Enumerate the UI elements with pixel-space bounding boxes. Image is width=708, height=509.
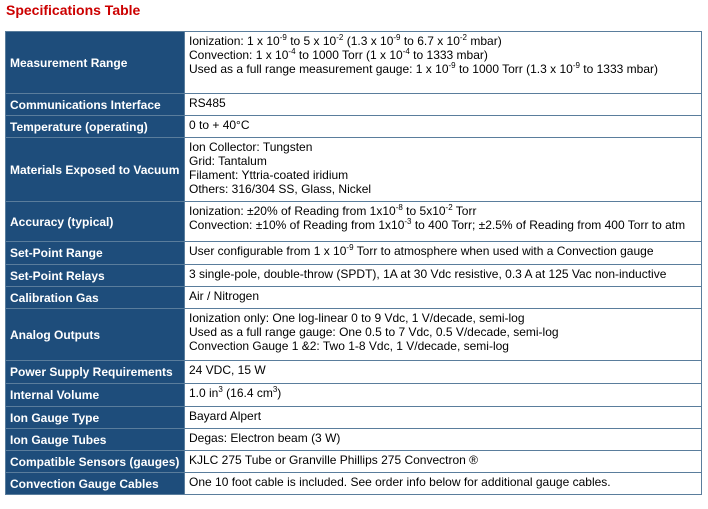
table-row bbox=[6, 384, 702, 407]
table-row bbox=[6, 138, 702, 202]
superscript: -9 bbox=[572, 61, 580, 70]
spec-label: Communications Interface bbox=[6, 94, 185, 116]
specifications-table bbox=[5, 31, 702, 495]
spec-label: Compatible Sensors (gauges) bbox=[6, 451, 185, 473]
spec-label: Ion Gauge Type bbox=[6, 407, 185, 429]
spec-value-line: Ionization: ±20% of Reading from $1x10^{-8}$ to $5x10^{-2}$ Torr bbox=[189, 203, 477, 218]
spec-value-line: 3 single-pole, double-throw (SPDT), 1A at 30 Vdc resistive, 0.3 A at 125 Vac non-inductive bbox=[189, 267, 667, 281]
table-row bbox=[6, 451, 702, 473]
spec-value-line: Convection Gauge 1 &2: Two 1-8 Vdc, 1 V/decade, semi-log bbox=[189, 339, 509, 353]
table-row bbox=[6, 32, 702, 94]
table-row bbox=[6, 361, 702, 384]
spec-value-line: 0 to + 40°C bbox=[189, 118, 250, 132]
superscript: -9 bbox=[279, 33, 287, 42]
spec-value-line: Ion Collector: Tungsten bbox=[189, 140, 313, 154]
spec-value-line: Convection: 1 x $10^{-4}$ to 1000 Torr (1 x $10^{-4}$ to 1333 mbar) bbox=[189, 47, 488, 62]
spec-value bbox=[185, 473, 702, 495]
spec-label: Power Supply Requirements bbox=[6, 361, 185, 384]
spec-value-line: Used as a full range measurement gauge: 1 x $10^{-9}$ to 1000 Torr (1.3 x $10^{-9}$ to 1333 mbar) bbox=[189, 61, 658, 76]
spec-value bbox=[185, 116, 702, 138]
spec-value-line: KJLC 275 Tube or Granville Phillips 275 Convectron ® bbox=[189, 453, 478, 467]
spec-value bbox=[185, 202, 702, 242]
spec-value-line: Convection: ±10% of Reading from $1x10^{-3}$ to 400 Torr; ±2.5% of Reading from 400 Torr to atm bbox=[189, 217, 686, 232]
spec-value bbox=[185, 32, 702, 94]
superscript: 3 bbox=[272, 385, 278, 394]
spec-label: Internal Volume bbox=[6, 384, 185, 407]
table-row bbox=[6, 309, 702, 361]
spec-value-line: 1.0 $in^3$ (16.4 $cm^3$) bbox=[189, 385, 282, 400]
spec-value-line: Ionization: 1 x $10^{-9}$ to 5 x $10^{-2}$ (1.3 x $10^{-9}$ to 6.7 x $10^{-2}$ mbar) bbox=[189, 33, 502, 48]
spec-value-line: Degas: Electron beam (3 W) bbox=[189, 431, 341, 445]
spec-value bbox=[185, 138, 702, 202]
spec-label: Analog Outputs bbox=[6, 309, 185, 361]
spec-value-line: Air / Nitrogen bbox=[189, 289, 260, 303]
superscript: 3 bbox=[218, 385, 223, 394]
superscript: -9 bbox=[448, 61, 456, 70]
spec-value-line: Grid: Tantalum bbox=[189, 154, 267, 168]
superscript: -8 bbox=[395, 203, 403, 212]
spec-label: Accuracy (typical) bbox=[6, 202, 185, 242]
spec-label: Convection Gauge Cables bbox=[6, 473, 185, 495]
spec-value-line: 24 VDC, 15 W bbox=[189, 363, 266, 377]
spec-label: Calibration Gas bbox=[6, 287, 185, 309]
spec-label: Ion Gauge Tubes bbox=[6, 429, 185, 451]
spec-value-line: Used as a full range gauge: One 0.5 to 7 Vdc, 0.5 V/decade, semi-log bbox=[189, 325, 559, 339]
superscript: -2 bbox=[445, 203, 453, 212]
table-row bbox=[6, 202, 702, 242]
table-row bbox=[6, 287, 702, 309]
superscript: -4 bbox=[402, 47, 410, 56]
spec-label: Temperature (operating) bbox=[6, 116, 185, 138]
spec-value-line: User configurable from 1 x $10^{-9}$ Torr to atmosphere when used with a Convection gauge bbox=[189, 243, 654, 258]
spec-value bbox=[185, 451, 702, 473]
spec-value bbox=[185, 384, 702, 407]
spec-value-line: Bayard Alpert bbox=[189, 409, 262, 423]
spec-value bbox=[185, 309, 702, 361]
spec-value bbox=[185, 361, 702, 384]
spec-value bbox=[185, 265, 702, 287]
spec-value-line: Ionization only: One log-linear 0 to 9 Vdc, 1 V/decade, semi-log bbox=[189, 311, 525, 325]
spec-label: Measurement Range bbox=[6, 32, 185, 94]
superscript: -9 bbox=[393, 33, 401, 42]
spec-value bbox=[185, 287, 702, 309]
spec-label: Set-Point Range bbox=[6, 242, 185, 265]
table-row bbox=[6, 429, 702, 451]
superscript: -3 bbox=[404, 217, 412, 226]
table-row bbox=[6, 94, 702, 116]
page-title: Specifications Table bbox=[6, 2, 141, 18]
spec-label: Set-Point Relays bbox=[6, 265, 185, 287]
spec-value bbox=[185, 407, 702, 429]
spec-value-line: Filament: Yttria-coated iridium bbox=[189, 168, 349, 182]
table-row bbox=[6, 116, 702, 138]
spec-value-line: One 10 foot cable is included. See order info below for additional gauge cables. bbox=[189, 475, 611, 489]
superscript: -4 bbox=[288, 47, 296, 56]
table-row bbox=[6, 473, 702, 495]
spec-value-line: Others: 316/304 SS, Glass, Nickel bbox=[189, 182, 372, 196]
superscript: -2 bbox=[459, 33, 468, 42]
spec-value-line: RS485 bbox=[189, 96, 226, 110]
table-row bbox=[6, 242, 702, 265]
superscript: -9 bbox=[346, 243, 354, 252]
superscript: -2 bbox=[336, 33, 344, 42]
spec-label: Materials Exposed to Vacuum bbox=[6, 138, 185, 202]
table-row bbox=[6, 407, 702, 429]
table-row bbox=[6, 265, 702, 287]
spec-value bbox=[185, 429, 702, 451]
spec-value bbox=[185, 242, 702, 265]
spec-value bbox=[185, 94, 702, 116]
